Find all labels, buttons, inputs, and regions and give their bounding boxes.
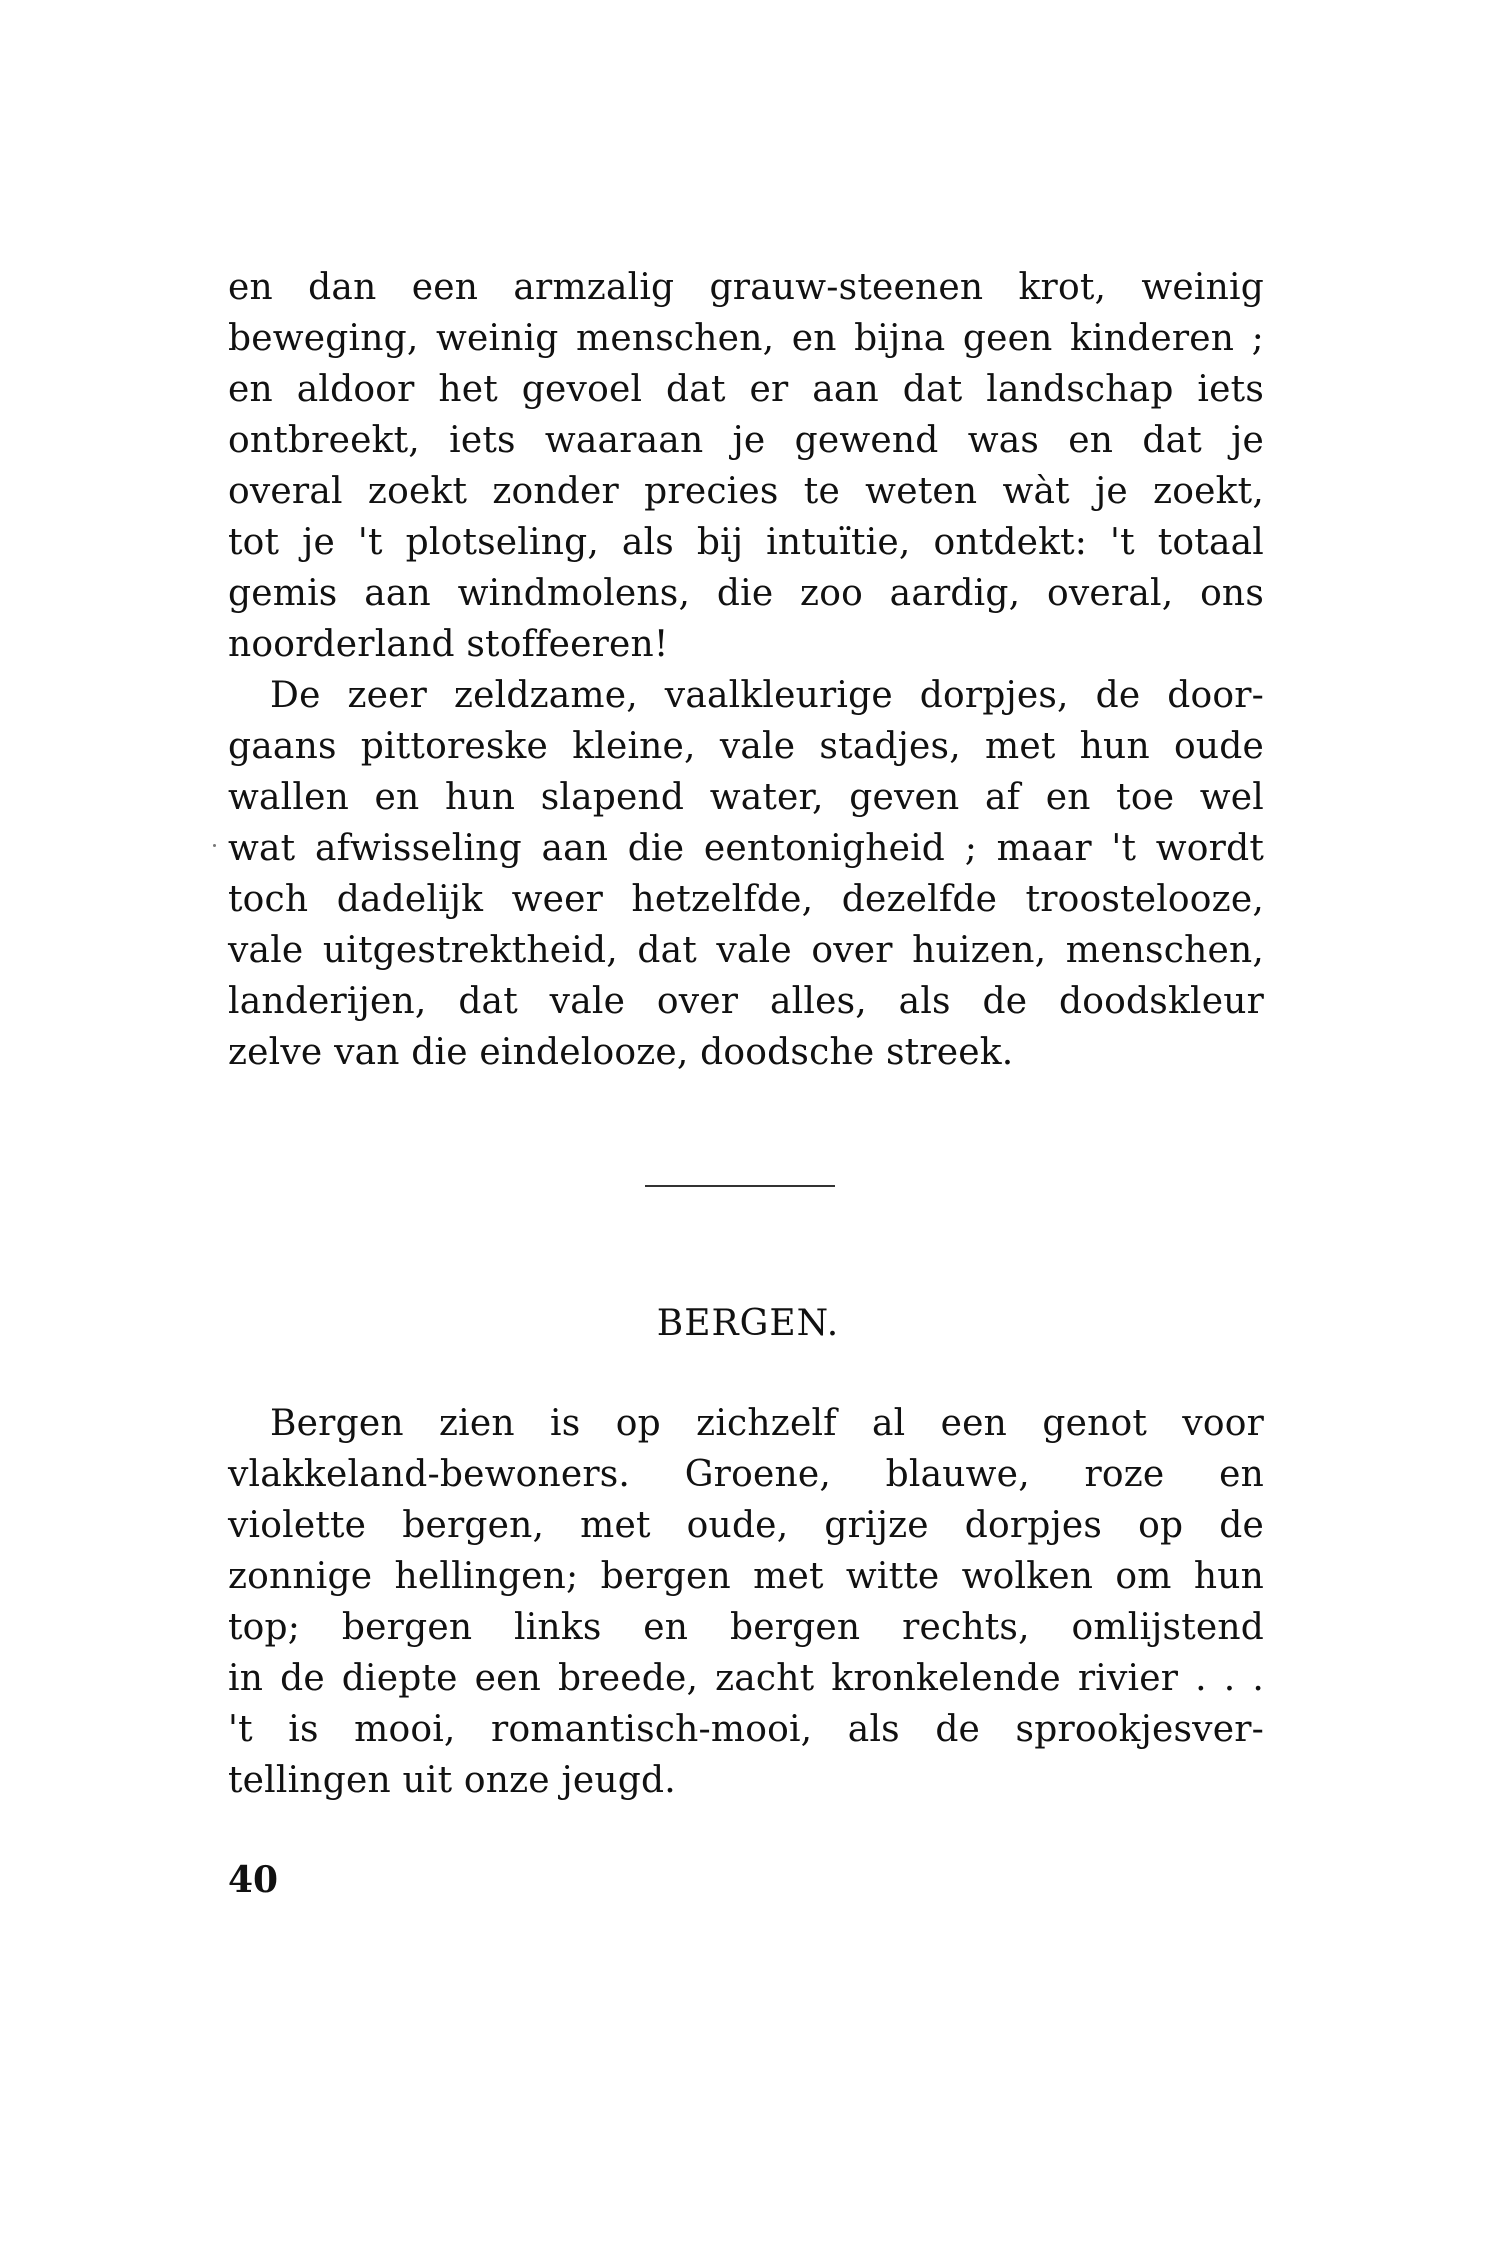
text-line: gemis aan windmolens, die zoo aardig, overal, ons: [228, 573, 1264, 614]
text-line: beweging, weinig menschen, en bijna geen kinderen ;: [228, 318, 1264, 359]
text-line: en aldoor het gevoel dat er aan dat landschap iets: [228, 369, 1264, 410]
text-line: zonnige hellingen; bergen met witte wolken om hun: [228, 1556, 1264, 1597]
text-line: top; bergen links en bergen rechts, omlijstend: [228, 1607, 1264, 1648]
text-line: ontbreekt, iets waaraan je gewend was en dat je: [228, 420, 1264, 461]
text-line: vale uitgestrektheid, dat vale over huizen, menschen,: [228, 930, 1264, 971]
text-line: noorderland stoffeeren!: [228, 624, 669, 665]
paragraph: [228, 1398, 1264, 1806]
section-heading: BERGEN.: [656, 1303, 840, 1344]
text-line: overal zoekt zonder precies te weten wàt je zoekt,: [228, 471, 1264, 512]
text-line: gaans pittoreske kleine, vale stadjes, met hun oude: [228, 726, 1264, 767]
text-line: landerijen, dat vale over alles, als de doodskleur: [228, 981, 1264, 1022]
text-line: De zeer zeldzame, vaalkleurige dorpjes, de door-: [270, 675, 1264, 716]
page-number: 40: [228, 1859, 279, 1901]
print-speck: [213, 844, 216, 847]
text-line: toch dadelijk weer hetzelfde, dezelfde troostelooze,: [228, 879, 1264, 920]
text-line: violette bergen, met oude, grijze dorpjes op de: [228, 1505, 1264, 1546]
paragraph: [228, 670, 1264, 1078]
text-line: tot je 't plotseling, als bij intuïtie, ontdekt: 't totaal: [228, 522, 1264, 563]
text-line: tellingen uit onze jeugd.: [228, 1760, 676, 1801]
section-2-text: [228, 1398, 1264, 1806]
section-1-text: [228, 262, 1264, 1078]
text-line: in de diepte een breede, zacht kronkelende rivier . . .: [228, 1658, 1264, 1699]
paragraph: [228, 262, 1264, 670]
text-line: en dan een armzalig grauw-steenen krot, weinig: [228, 267, 1264, 308]
section-divider: [645, 1185, 835, 1187]
text-line: zelve van die eindelooze, doodsche streek.: [228, 1032, 1014, 1073]
text-line: Bergen zien is op zichzelf al een genot voor: [270, 1403, 1264, 1444]
text-line: 't is mooi, romantisch-mooi, als de sprookjesver-: [228, 1709, 1264, 1750]
text-line: wallen en hun slapend water, geven af en toe wel: [228, 777, 1264, 818]
text-line: vlakkeland-bewoners. Groene, blauwe, roze en: [228, 1454, 1264, 1495]
text-line: wat afwisseling aan die eentonigheid ; maar 't wordt: [228, 828, 1264, 869]
